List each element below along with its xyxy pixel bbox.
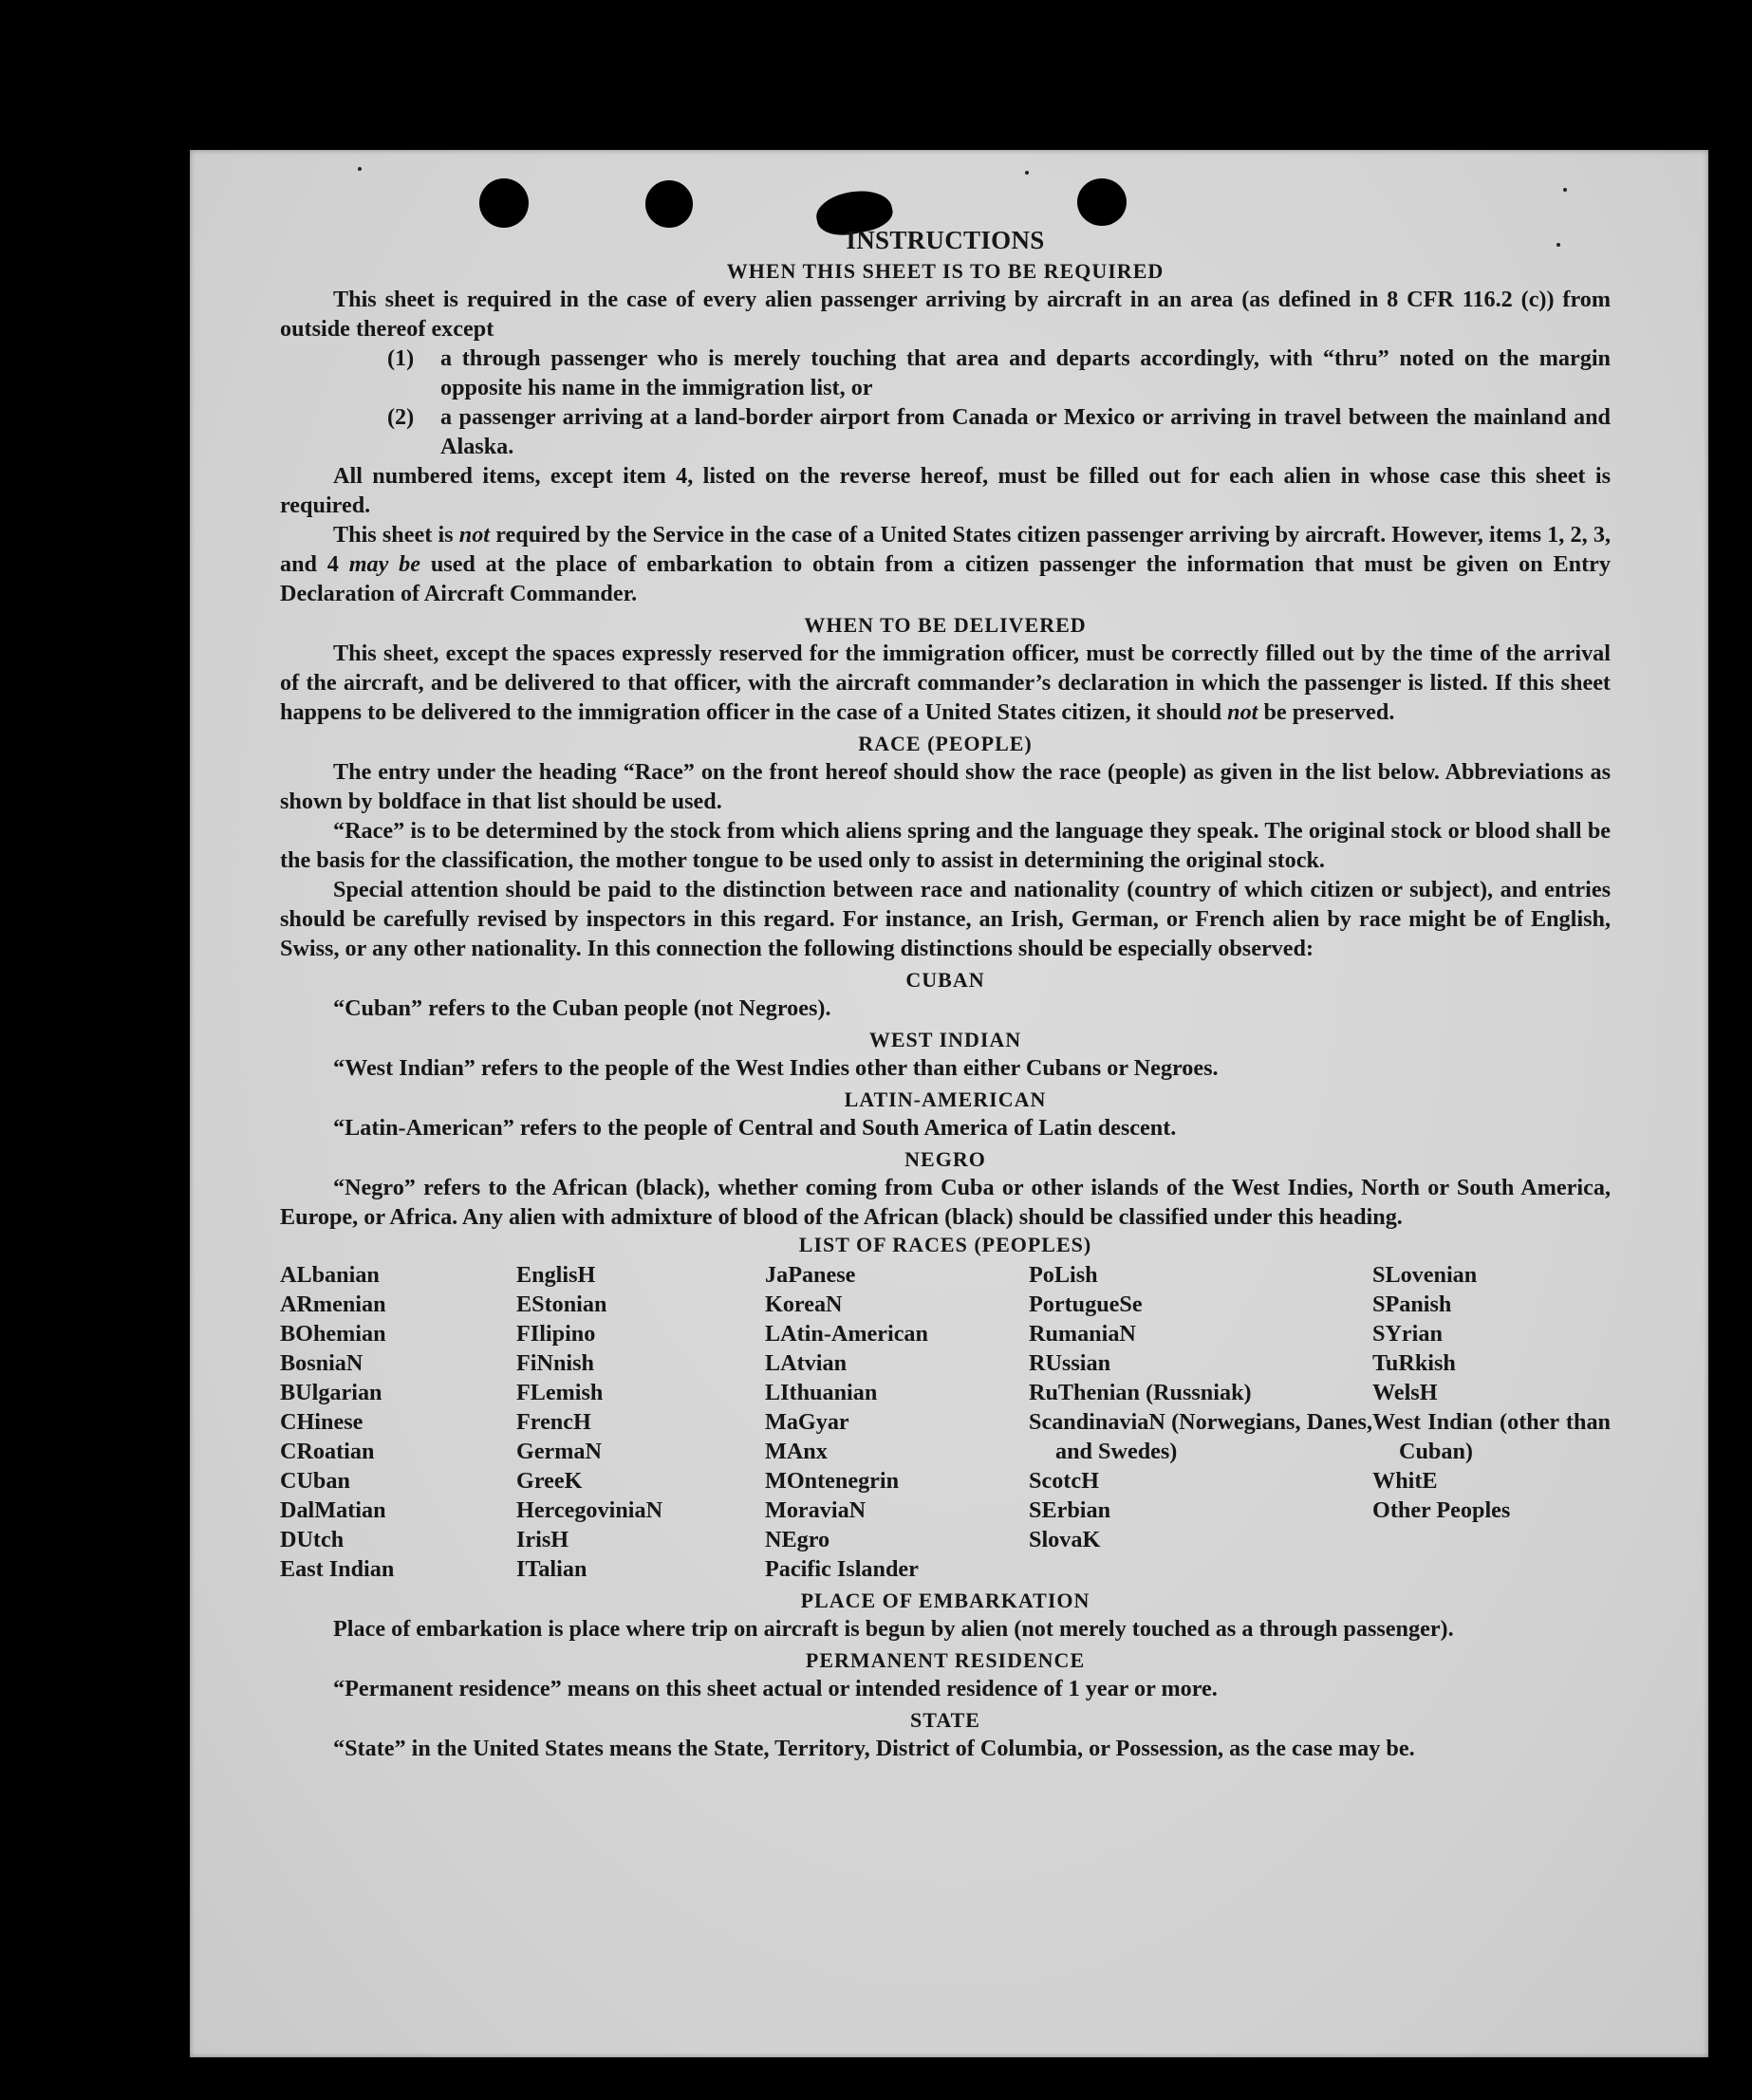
paragraph: “State” in the United States means the State, Territory, District of Columbia, or Possession, as the case may be. xyxy=(333,1736,1415,1761)
text-run: used at the place of embarkation to obtain from a citizen passenger the information that must be given on Entry Declaration of Aircraft Commander. xyxy=(280,551,1611,606)
race-entry: BOhemian xyxy=(280,1321,386,1347)
race-entry: BUlgarian xyxy=(280,1380,382,1405)
section-heading-delivered: WHEN TO BE DELIVERED xyxy=(804,613,1087,637)
bold-text: boldface xyxy=(378,789,461,814)
punch-hole xyxy=(1077,178,1127,226)
race-entry: FLemish xyxy=(516,1380,604,1405)
race-entry: EnglisH xyxy=(516,1262,596,1288)
race-entry: WelsH xyxy=(1372,1380,1438,1405)
race-entry: HercegoviniaN xyxy=(516,1497,663,1523)
races-column xyxy=(1029,1260,1372,1584)
race-entry: MOntenegrin xyxy=(765,1468,900,1494)
race-entry: East Indian xyxy=(280,1556,395,1582)
races-column xyxy=(280,1260,516,1584)
punch-hole xyxy=(479,178,529,228)
races-column xyxy=(1372,1260,1611,1584)
race-entry: ScotcH xyxy=(1029,1468,1099,1494)
race-entry: ScandinaviaN (Norwegians, Danes, and Swedes) xyxy=(1029,1409,1372,1464)
race-entry: FIlipino xyxy=(516,1321,596,1347)
paragraph: This sheet is required in the case of every alien passenger arriving by aircraft in an area (as defined in 8 CFR 116.2 (c)) from outside thereof except xyxy=(280,287,1611,342)
race-entry: Pacific Islander xyxy=(765,1556,919,1582)
document-sheet xyxy=(190,150,1708,2057)
race-entry: KoreaN xyxy=(765,1292,843,1317)
race-entry: CRoatian xyxy=(280,1439,375,1464)
speck xyxy=(1025,171,1029,175)
race-entry: FiNnish xyxy=(516,1350,594,1376)
numbered-item xyxy=(387,402,1611,461)
paragraph xyxy=(280,520,1611,608)
race-entry: CHinese xyxy=(280,1409,363,1435)
race-entry: FrencH xyxy=(516,1409,591,1435)
race-entry: JaPanese xyxy=(765,1262,856,1288)
section-heading-embarkation: PLACE OF EMBARKATION xyxy=(800,1589,1090,1612)
race-entry: EStonian xyxy=(516,1292,607,1317)
numbered-item xyxy=(387,344,1611,402)
item-number: (2) xyxy=(387,404,415,430)
speck xyxy=(358,167,362,171)
race-entry: MAnx xyxy=(765,1439,828,1464)
text-run: This sheet is xyxy=(333,522,459,548)
race-entry: TuRkish xyxy=(1372,1350,1456,1376)
text-run: required by the Service in the case of a United States citizen passenger arriving by aircraft. However, items 1, 2, 3, and 4 xyxy=(280,522,1611,577)
section-heading-latin-american: LATIN-AMERICAN xyxy=(844,1087,1047,1111)
race-entry: SYrian xyxy=(1372,1321,1443,1347)
race-entry: LAtin-American xyxy=(765,1321,928,1347)
punch-hole xyxy=(645,180,693,228)
race-entry: SPanish xyxy=(1372,1292,1452,1317)
item-text: a passenger arriving at a land-border airport from Canada or Mexico or arriving in travel between the mainland and Alaska. xyxy=(440,404,1611,459)
race-entry: MoraviaN xyxy=(765,1497,867,1523)
race-entry: PortugueSe xyxy=(1029,1292,1143,1317)
race-entry: IrisH xyxy=(516,1527,569,1552)
italic-text: not xyxy=(458,522,491,548)
race-entry: ITalian xyxy=(516,1556,587,1582)
text-run: This sheet, except the spaces expressly reserved for the immigration officer, must be correctly filled out by the time of the arrival of the aircraft, and be delivered to that officer, with the aircraft commander’s declaration in which the passenger is listed. If this sheet happens to be delivered to the immigration officer in the case of a United States citizen, it should xyxy=(280,641,1611,725)
paragraph: “Cuban” refers to the Cuban people (not Negroes). xyxy=(333,995,831,1021)
race-entry: DalMatian xyxy=(280,1497,386,1523)
page-title: INSTRUCTIONS xyxy=(846,226,1045,254)
paragraph: “Permanent residence” means on this sheet actual or intended residence of 1 year or more. xyxy=(333,1676,1218,1701)
section-heading-list-of-races: LIST OF RACES (PEOPLES) xyxy=(798,1233,1092,1256)
race-entry: NEgro xyxy=(765,1527,830,1552)
text-run: The entry under the heading “Race” on the front hereof should show the race (people) as given in the list below. Abbreviations as shown by xyxy=(280,759,1611,814)
paragraph: Place of embarkation is place where trip on aircraft is begun by alien (not merely touched as a through passenger). xyxy=(333,1616,1454,1642)
speck xyxy=(1563,188,1567,192)
text-run: be preserved. xyxy=(1258,699,1395,725)
race-entry: BosniaN xyxy=(280,1350,363,1376)
race-entry: ALbanian xyxy=(280,1262,380,1288)
race-entry: MaGyar xyxy=(765,1409,849,1435)
race-entry: GermaN xyxy=(516,1439,602,1464)
text-run: in that list should be used. xyxy=(460,789,722,814)
race-entry: Other Peoples xyxy=(1372,1497,1511,1523)
italic-text: may be xyxy=(348,551,421,577)
section-heading-cuban: CUBAN xyxy=(905,968,985,992)
paragraph: “Negro” refers to the African (black), whether coming from Cuba or other islands of the West Indies, North or South America, Europe, or Africa. Any alien with admixture of blood of the African (black) should be classified under this heading. xyxy=(280,1175,1611,1230)
section-heading-race: RACE (PEOPLE) xyxy=(858,732,1033,755)
race-entry: GreeK xyxy=(516,1468,583,1494)
section-heading-west-indian: WEST INDIAN xyxy=(868,1028,1022,1051)
paragraph: “Latin-American” refers to the people of Central and South America of Latin descent. xyxy=(333,1115,1177,1141)
race-entry: SLovenian xyxy=(1372,1262,1478,1288)
italic-text: not xyxy=(1227,699,1258,725)
race-entry: LAtvian xyxy=(765,1350,848,1376)
race-entry: ARmenian xyxy=(280,1292,386,1317)
race-entry: DUtch xyxy=(280,1527,345,1552)
paragraph: All numbered items, except item 4, listed on the reverse hereof, must be filled out for each alien in whose case this sheet is required. xyxy=(280,463,1611,518)
paragraph: “Race” is to be determined by the stock from which aliens spring and the language they speak. The original stock or blood shall be the basis for the classification, the mother tongue to be used only to assist in determining the original stock. xyxy=(280,818,1611,873)
section-heading-negro: NEGRO xyxy=(904,1147,986,1171)
instructions-content xyxy=(280,226,1611,1763)
race-entry: CUban xyxy=(280,1468,350,1494)
race-entry: SErbian xyxy=(1029,1497,1111,1523)
race-entry: PoLish xyxy=(1029,1262,1098,1288)
section-heading-state: STATE xyxy=(910,1708,980,1732)
races-list xyxy=(280,1260,1611,1584)
race-entry: RumaniaN xyxy=(1029,1321,1136,1347)
item-number: (1) xyxy=(387,345,415,371)
race-entry: RUssian xyxy=(1029,1350,1111,1376)
race-entry: LIthuanian xyxy=(765,1380,878,1405)
race-entry: SlovaK xyxy=(1029,1527,1101,1552)
section-heading-residence: PERMANENT RESIDENCE xyxy=(805,1648,1086,1672)
race-entry: WhitE xyxy=(1372,1468,1438,1494)
race-entry: West Indian (other than Cuban) xyxy=(1372,1409,1611,1464)
item-text: a through passenger who is merely touching that area and departs accordingly, with “thru” noted on the margin opposite his name in the immigration list, or xyxy=(440,345,1611,400)
races-column xyxy=(516,1260,765,1584)
paragraph xyxy=(280,639,1611,727)
section-heading-required: WHEN THIS SHEET IS TO BE REQUIRED xyxy=(726,259,1165,283)
paragraph: “West Indian” refers to the people of the West Indies other than either Cubans or Negroes. xyxy=(333,1055,1219,1081)
race-entry: RuThenian (Russniak) xyxy=(1029,1380,1252,1405)
races-column xyxy=(765,1260,1029,1584)
paragraph: Special attention should be paid to the distinction between race and nationality (country of which citizen or subject), and entries should be carefully revised by inspectors in this regard. For instance, an Irish, German, or French alien by race might be of English, Swiss, or any other nationality. In this connection the following distinctions should be especially observed: xyxy=(280,877,1611,961)
paragraph xyxy=(280,757,1611,816)
